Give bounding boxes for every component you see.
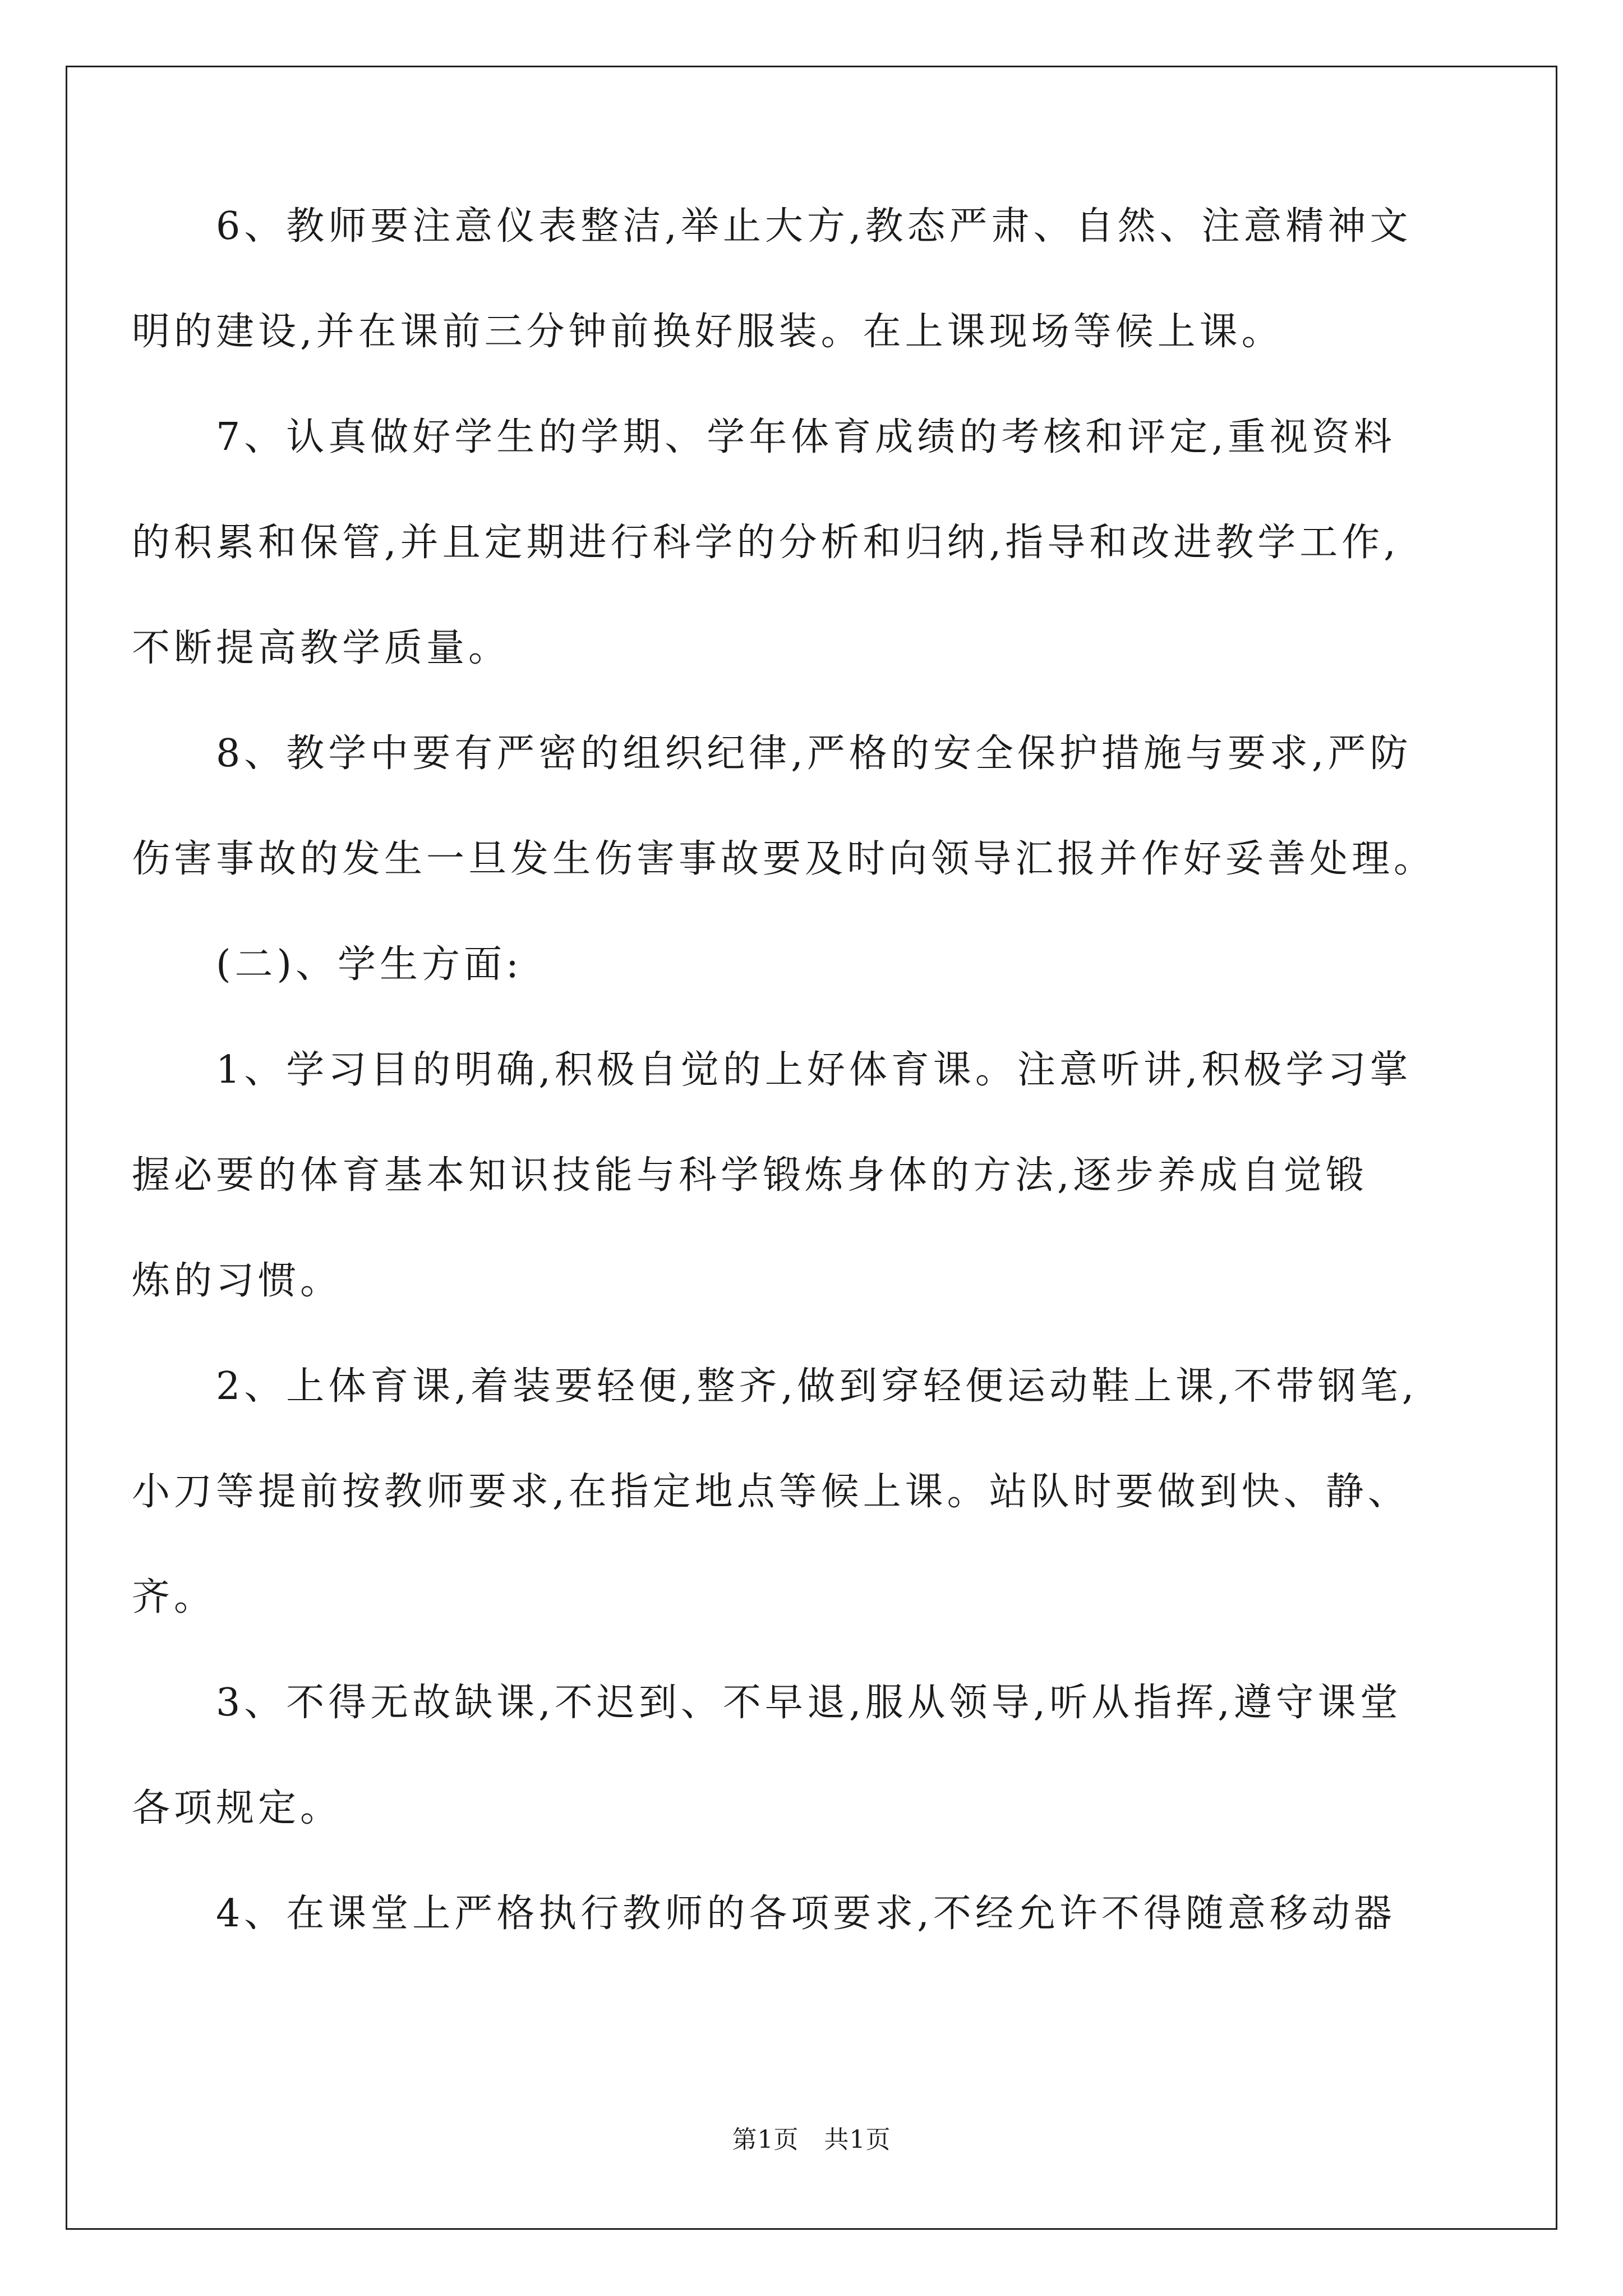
text-line: 握必要的体育基本知识技能与科学锻炼身体的方法,逐步养成自觉锻	[132, 1153, 1368, 1198]
text-line: 4、在课堂上严格执行教师的各项要求,不经允许不得随意移动器	[132, 1892, 1396, 1936]
text-line: 3、不得无故缺课,不迟到、不早退,服从领导,听从指挥,遵守课堂	[132, 1681, 1402, 1725]
text-line: 2、上体育课,着装要轻便,整齐,做到穿轻便运动鞋上课,不带钢笔,	[132, 1364, 1418, 1409]
text-line: 7、认真做好学生的学期、学年体育成绩的考核和评定,重视资料	[132, 415, 1396, 459]
text-line: 6、教师要注意仪表整洁,举止大方,教态严肃、自然、注意精神文	[132, 204, 1412, 249]
text-line: 炼的习惯。	[132, 1259, 343, 1303]
page-number-footer: 第1页 共1页	[732, 2125, 891, 2154]
text-line: 明的建设,并在课前三分钟前换好服装。在上课现场等候上课。	[132, 310, 1284, 354]
section-heading: (二)、学生方面:	[132, 942, 523, 987]
text-line: 不断提高教学质量。	[132, 626, 511, 670]
text-line: 8、教学中要有严密的组织纪律,严格的安全保护措施与要求,严防	[132, 731, 1412, 776]
text-line: 伤害事故的发生一旦发生伤害事故要及时向领导汇报并作好妥善处理。	[132, 837, 1436, 881]
text-line: 小刀等提前按教师要求,在指定地点等候上课。站队时要做到快、静、	[132, 1470, 1410, 1514]
text-line: 齐。	[132, 1575, 216, 1619]
text-line: 1、学习目的明确,积极自觉的上好体育课。注意听讲,积极学习掌	[132, 1048, 1412, 1092]
text-line: 的积累和保管,并且定期进行科学的分析和归纳,指导和改进教学工作,	[132, 521, 1400, 565]
text-line: 各项规定。	[132, 1786, 343, 1830]
